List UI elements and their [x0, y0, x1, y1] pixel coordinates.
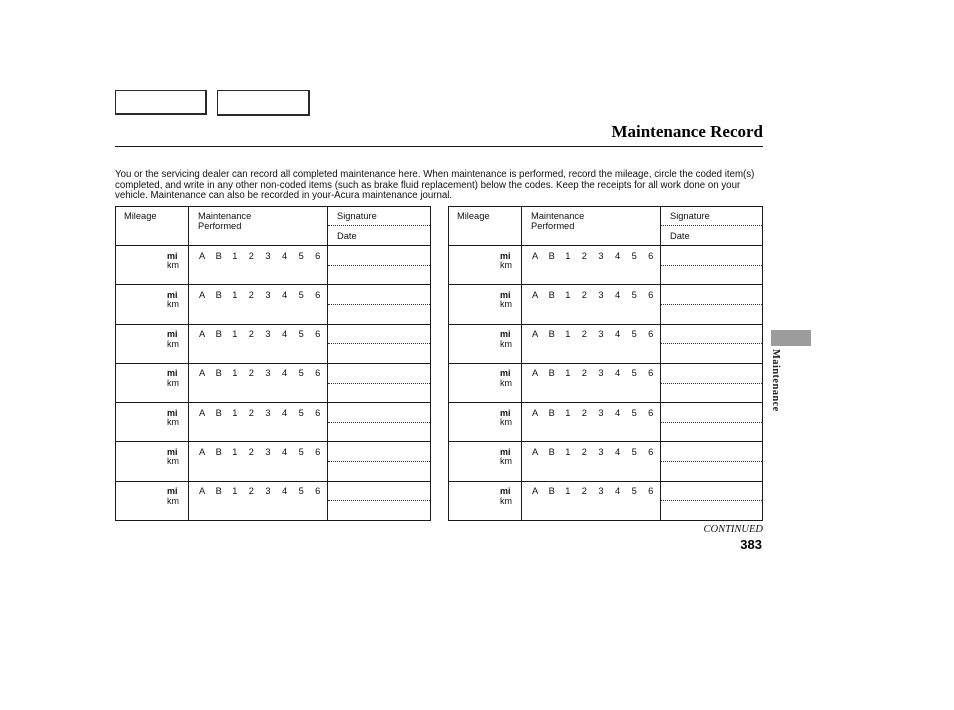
mi-unit-label: mi: [167, 250, 178, 261]
maintenance-code-4: 4: [281, 289, 288, 300]
maintenance-codes-cell: [189, 364, 328, 402]
maintenance-code-3: 3: [598, 486, 604, 497]
maintenance-code-5: 5: [298, 446, 304, 457]
maintenance-code-4: 4: [614, 486, 621, 497]
maintenance-code-4: 4: [614, 250, 621, 261]
date-entry-area: [328, 501, 430, 520]
signature-date-cell: [661, 285, 762, 323]
maintenance-code-1: 1: [232, 368, 238, 379]
maintenance-codes-cell: [522, 442, 661, 480]
mi-unit-label: mi: [500, 250, 511, 261]
maintenance-code-4: 4: [614, 368, 621, 379]
maintenance-code-1: 1: [565, 486, 571, 497]
mileage-cell: [449, 364, 522, 402]
maintenance-code-a: A: [532, 329, 539, 340]
mi-unit-label: mi: [167, 368, 178, 379]
maintenance-code-1: 1: [232, 289, 238, 300]
mileage-cell: [116, 442, 189, 480]
maintenance-code-2: 2: [581, 407, 587, 418]
maintenance-code-4: 4: [614, 329, 621, 340]
maintenance-code-3: 3: [598, 446, 604, 457]
maintenance-code-5: 5: [631, 368, 637, 379]
maintenance-code-1: 1: [565, 368, 571, 379]
maintenance-code-2: 2: [581, 368, 587, 379]
maintenance-code-3: 3: [598, 250, 604, 261]
km-unit-label: km: [500, 495, 512, 506]
date-entry-area: [661, 266, 762, 285]
maintenance-performed-header: [522, 207, 661, 245]
maintenance-performed-header-line: Performed: [531, 221, 575, 231]
table-row: [116, 363, 430, 402]
mileage-cell: [449, 325, 522, 363]
signature-entry-area: [328, 285, 430, 305]
km-unit-label: km: [500, 338, 512, 349]
mi-unit-label: mi: [167, 407, 178, 418]
maintenance-code-4: 4: [614, 289, 621, 300]
km-unit-label: km: [500, 260, 512, 270]
signature-entry-area: [328, 246, 430, 266]
maintenance-code-5: 5: [298, 486, 304, 497]
maintenance-code-1: 1: [565, 289, 571, 300]
signature-date-cell: [328, 442, 430, 480]
signature-date-cell: [328, 325, 430, 363]
maintenance-code-6: 6: [648, 329, 654, 340]
maintenance-code-b: B: [548, 368, 555, 379]
maintenance-code-3: 3: [598, 407, 604, 418]
mi-unit-label: mi: [500, 407, 511, 418]
table-row: [116, 245, 430, 284]
mileage-cell: [449, 482, 522, 520]
maintenance-code-4: 4: [281, 446, 288, 457]
km-unit-label: km: [500, 417, 512, 428]
maintenance-code-6: 6: [648, 250, 654, 261]
maintenance-code-b: B: [548, 486, 555, 497]
maintenance-codes-cell: [189, 482, 328, 520]
mi-unit-label: mi: [500, 368, 511, 379]
date-entry-area: [661, 501, 762, 520]
table-row: [449, 284, 762, 323]
date-entry-area: [328, 384, 430, 403]
table-row: [116, 324, 430, 363]
navigation-button-second[interactable]: [217, 90, 310, 116]
maintenance-code-b: B: [215, 250, 222, 261]
km-unit-label: km: [167, 377, 179, 388]
date-entry-area: [661, 423, 762, 442]
maintenance-code-b: B: [215, 407, 222, 418]
maintenance-code-a: A: [199, 289, 206, 300]
maintenance-code-b: B: [548, 329, 555, 340]
maintenance-codes-cell: [522, 285, 661, 323]
date-entry-area: [661, 462, 762, 481]
maintenance-code-6: 6: [315, 289, 321, 300]
signature-date-cell: [661, 246, 762, 284]
maintenance-code-a: A: [199, 329, 206, 340]
date-entry-area: [661, 384, 762, 403]
maintenance-code-2: 2: [581, 486, 587, 497]
maintenance-code-b: B: [215, 446, 222, 457]
mileage-cell: [449, 246, 522, 284]
mileage-cell: [116, 482, 189, 520]
maintenance-code-4: 4: [614, 407, 621, 418]
signature-entry-area: [328, 325, 430, 345]
maintenance-code-a: A: [532, 250, 539, 261]
maintenance-code-2: 2: [248, 486, 254, 497]
maintenance-code-b: B: [215, 368, 222, 379]
maintenance-code-2: 2: [248, 289, 254, 300]
km-unit-label: km: [167, 299, 179, 310]
date-header: Date: [337, 231, 357, 241]
table-row: [449, 363, 762, 402]
intro-line: vehicle. Maintenance can also be recorded in your-Acura maintenance journal.: [115, 190, 453, 201]
mi-unit-label: mi: [500, 289, 511, 300]
mileage-cell: [116, 364, 189, 402]
intro-line: You or the servicing dealer can record all completed maintenance here. When maintenance is performed, record the mileage, circle the coded item(s): [115, 169, 755, 180]
maintenance-code-5: 5: [631, 289, 637, 300]
maintenance-code-a: A: [199, 486, 206, 497]
maintenance-code-1: 1: [565, 407, 571, 418]
maintenance-performed-header: [189, 207, 328, 245]
maintenance-performed-header-line: Maintenance: [531, 211, 585, 221]
maintenance-code-b: B: [215, 289, 222, 300]
maintenance-code-2: 2: [248, 407, 254, 418]
mileage-header: Mileage: [116, 207, 189, 245]
signature-entry-area: [328, 403, 430, 423]
maintenance-code-a: A: [199, 407, 206, 418]
table-row: [116, 481, 430, 520]
maintenance-code-3: 3: [265, 486, 271, 497]
signature-entry-area: [661, 246, 762, 266]
maintenance-code-b: B: [548, 289, 555, 300]
maintenance-code-2: 2: [248, 368, 254, 379]
maintenance-code-a: A: [199, 446, 206, 457]
maintenance-code-b: B: [548, 446, 555, 457]
maintenance-codes-cell: [189, 325, 328, 363]
mileage-cell: [116, 325, 189, 363]
maintenance-code-3: 3: [265, 250, 271, 261]
maintenance-code-2: 2: [248, 250, 254, 261]
maintenance-code-b: B: [215, 486, 222, 497]
signature-date-header: [328, 207, 430, 245]
mi-unit-label: mi: [167, 446, 178, 457]
maintenance-performed-header-line: Maintenance: [198, 211, 252, 221]
maintenance-code-5: 5: [298, 250, 304, 261]
mi-unit-label: mi: [167, 289, 178, 300]
signature-header: Signature: [661, 207, 762, 226]
maintenance-code-2: 2: [581, 329, 587, 340]
maintenance-code-a: A: [532, 486, 539, 497]
maintenance-code-5: 5: [631, 446, 637, 457]
maintenance-code-4: 4: [281, 250, 288, 261]
maintenance-code-1: 1: [565, 446, 571, 457]
maintenance-record-table-right: [448, 206, 763, 521]
maintenance-code-4: 4: [614, 446, 621, 457]
km-unit-label: km: [167, 456, 179, 467]
maintenance-code-6: 6: [648, 289, 654, 300]
maintenance-code-1: 1: [565, 250, 571, 261]
date-entry-area: [328, 305, 430, 324]
maintenance-code-6: 6: [315, 368, 321, 379]
maintenance-code-5: 5: [631, 407, 637, 418]
maintenance-code-5: 5: [298, 329, 304, 340]
maintenance-code-1: 1: [232, 250, 238, 261]
maintenance-code-1: 1: [232, 446, 238, 457]
maintenance-code-1: 1: [232, 486, 238, 497]
maintenance-code-5: 5: [631, 250, 637, 261]
maintenance-code-4: 4: [281, 368, 288, 379]
maintenance-code-5: 5: [631, 486, 637, 497]
table-row: [449, 324, 762, 363]
maintenance-code-3: 3: [265, 329, 271, 340]
maintenance-code-3: 3: [265, 446, 271, 457]
maintenance-code-5: 5: [298, 289, 304, 300]
signature-date-cell: [328, 364, 430, 402]
date-entry-area: [661, 305, 762, 324]
signature-date-cell: [661, 364, 762, 402]
signature-date-header: [661, 207, 762, 245]
signature-date-cell: [661, 325, 762, 363]
maintenance-code-a: A: [199, 368, 206, 379]
km-unit-label: km: [500, 299, 512, 310]
maintenance-codes-cell: [522, 364, 661, 402]
maintenance-codes-cell: [522, 246, 661, 284]
maintenance-performed-header-line: Performed: [198, 221, 242, 231]
maintenance-code-1: 1: [565, 329, 571, 340]
maintenance-codes-cell: [189, 246, 328, 284]
km-unit-label: km: [500, 377, 512, 388]
km-unit-label: km: [500, 456, 512, 467]
title-rule: [115, 146, 763, 147]
maintenance-codes-cell: [522, 325, 661, 363]
mi-unit-label: mi: [167, 486, 178, 497]
signature-entry-area: [328, 482, 430, 502]
maintenance-code-b: B: [548, 407, 555, 418]
signature-entry-area: [661, 442, 762, 462]
maintenance-code-6: 6: [648, 407, 654, 418]
signature-entry-area: [661, 285, 762, 305]
maintenance-code-6: 6: [315, 250, 321, 261]
maintenance-code-4: 4: [281, 486, 288, 497]
km-unit-label: km: [167, 495, 179, 506]
maintenance-code-5: 5: [298, 407, 304, 418]
mileage-cell: [116, 403, 189, 441]
maintenance-code-5: 5: [631, 329, 637, 340]
maintenance-code-a: A: [532, 289, 539, 300]
maintenance-code-4: 4: [281, 329, 288, 340]
maintenance-code-6: 6: [648, 486, 654, 497]
table-row: [116, 402, 430, 441]
date-header: Date: [670, 231, 690, 241]
maintenance-code-3: 3: [598, 329, 604, 340]
navigation-button-first[interactable]: [115, 90, 207, 115]
maintenance-code-a: A: [532, 446, 539, 457]
maintenance-code-3: 3: [598, 368, 604, 379]
signature-header: Signature: [328, 207, 430, 226]
maintenance-code-6: 6: [315, 407, 321, 418]
table-row: [449, 481, 762, 520]
signature-date-cell: [661, 482, 762, 520]
maintenance-code-6: 6: [315, 329, 321, 340]
maintenance-code-3: 3: [598, 289, 604, 300]
maintenance-code-2: 2: [248, 446, 254, 457]
mi-unit-label: mi: [500, 446, 511, 457]
maintenance-codes-cell: [522, 403, 661, 441]
table-row: [116, 441, 430, 480]
maintenance-code-2: 2: [581, 289, 587, 300]
maintenance-code-2: 2: [581, 250, 587, 261]
signature-entry-area: [328, 442, 430, 462]
mi-unit-label: mi: [500, 329, 511, 340]
date-entry-area: [328, 423, 430, 442]
signature-entry-area: [661, 364, 762, 384]
mileage-header: Mileage: [449, 207, 522, 245]
signature-date-cell: [661, 442, 762, 480]
maintenance-code-4: 4: [281, 407, 288, 418]
mileage-cell: [116, 246, 189, 284]
maintenance-code-1: 1: [232, 329, 238, 340]
date-entry-area: [328, 344, 430, 363]
maintenance-record-table-left: [115, 206, 431, 521]
signature-date-cell: [328, 403, 430, 441]
maintenance-code-3: 3: [265, 368, 271, 379]
maintenance-code-3: 3: [265, 407, 271, 418]
maintenance-code-2: 2: [248, 329, 254, 340]
mileage-cell: [449, 442, 522, 480]
date-entry-area: [661, 344, 762, 363]
table-header-row: [116, 207, 430, 245]
date-entry-area: [328, 462, 430, 481]
mileage-cell: [449, 403, 522, 441]
signature-date-cell: [661, 403, 762, 441]
maintenance-code-5: 5: [298, 368, 304, 379]
maintenance-codes-cell: [189, 442, 328, 480]
maintenance-code-b: B: [548, 250, 555, 261]
signature-date-cell: [328, 246, 430, 284]
table-row: [449, 441, 762, 480]
maintenance-code-a: A: [532, 407, 539, 418]
maintenance-code-b: B: [215, 329, 222, 340]
maintenance-codes-cell: [189, 403, 328, 441]
signature-entry-area: [328, 364, 430, 384]
km-unit-label: km: [167, 417, 179, 428]
mi-unit-label: mi: [500, 486, 511, 497]
section-tab-label: Maintenance: [770, 349, 781, 412]
maintenance-code-6: 6: [648, 446, 654, 457]
maintenance-code-6: 6: [315, 446, 321, 457]
signature-date-cell: [328, 285, 430, 323]
intro-paragraph: [115, 170, 754, 202]
signature-entry-area: [661, 403, 762, 423]
continued-label: CONTINUED: [703, 524, 763, 535]
table-header-row: [449, 207, 762, 245]
maintenance-codes-cell: [189, 285, 328, 323]
maintenance-code-2: 2: [581, 446, 587, 457]
page-number: 383: [740, 537, 762, 552]
km-unit-label: km: [167, 260, 179, 270]
maintenance-code-a: A: [532, 368, 539, 379]
intro-line: completed, and write in any other non-coded items (such as brake fluid replacement) below the codes. Keep the receipts for all work done on your: [115, 179, 741, 191]
signature-date-cell: [328, 482, 430, 520]
km-unit-label: km: [167, 338, 179, 349]
maintenance-code-1: 1: [232, 407, 238, 418]
maintenance-code-6: 6: [648, 368, 654, 379]
mileage-cell: [116, 285, 189, 323]
signature-entry-area: [661, 482, 762, 502]
maintenance-code-6: 6: [315, 486, 321, 497]
maintenance-code-3: 3: [265, 289, 271, 300]
table-row: [449, 402, 762, 441]
table-row: [116, 284, 430, 323]
date-entry-area: [328, 266, 430, 285]
table-row: [449, 245, 762, 284]
signature-entry-area: [661, 325, 762, 345]
page-title: Maintenance Record: [611, 122, 763, 141]
maintenance-codes-cell: [522, 482, 661, 520]
section-tab: [771, 330, 811, 346]
maintenance-code-a: A: [199, 250, 206, 261]
mi-unit-label: mi: [167, 329, 178, 340]
mileage-cell: [449, 285, 522, 323]
